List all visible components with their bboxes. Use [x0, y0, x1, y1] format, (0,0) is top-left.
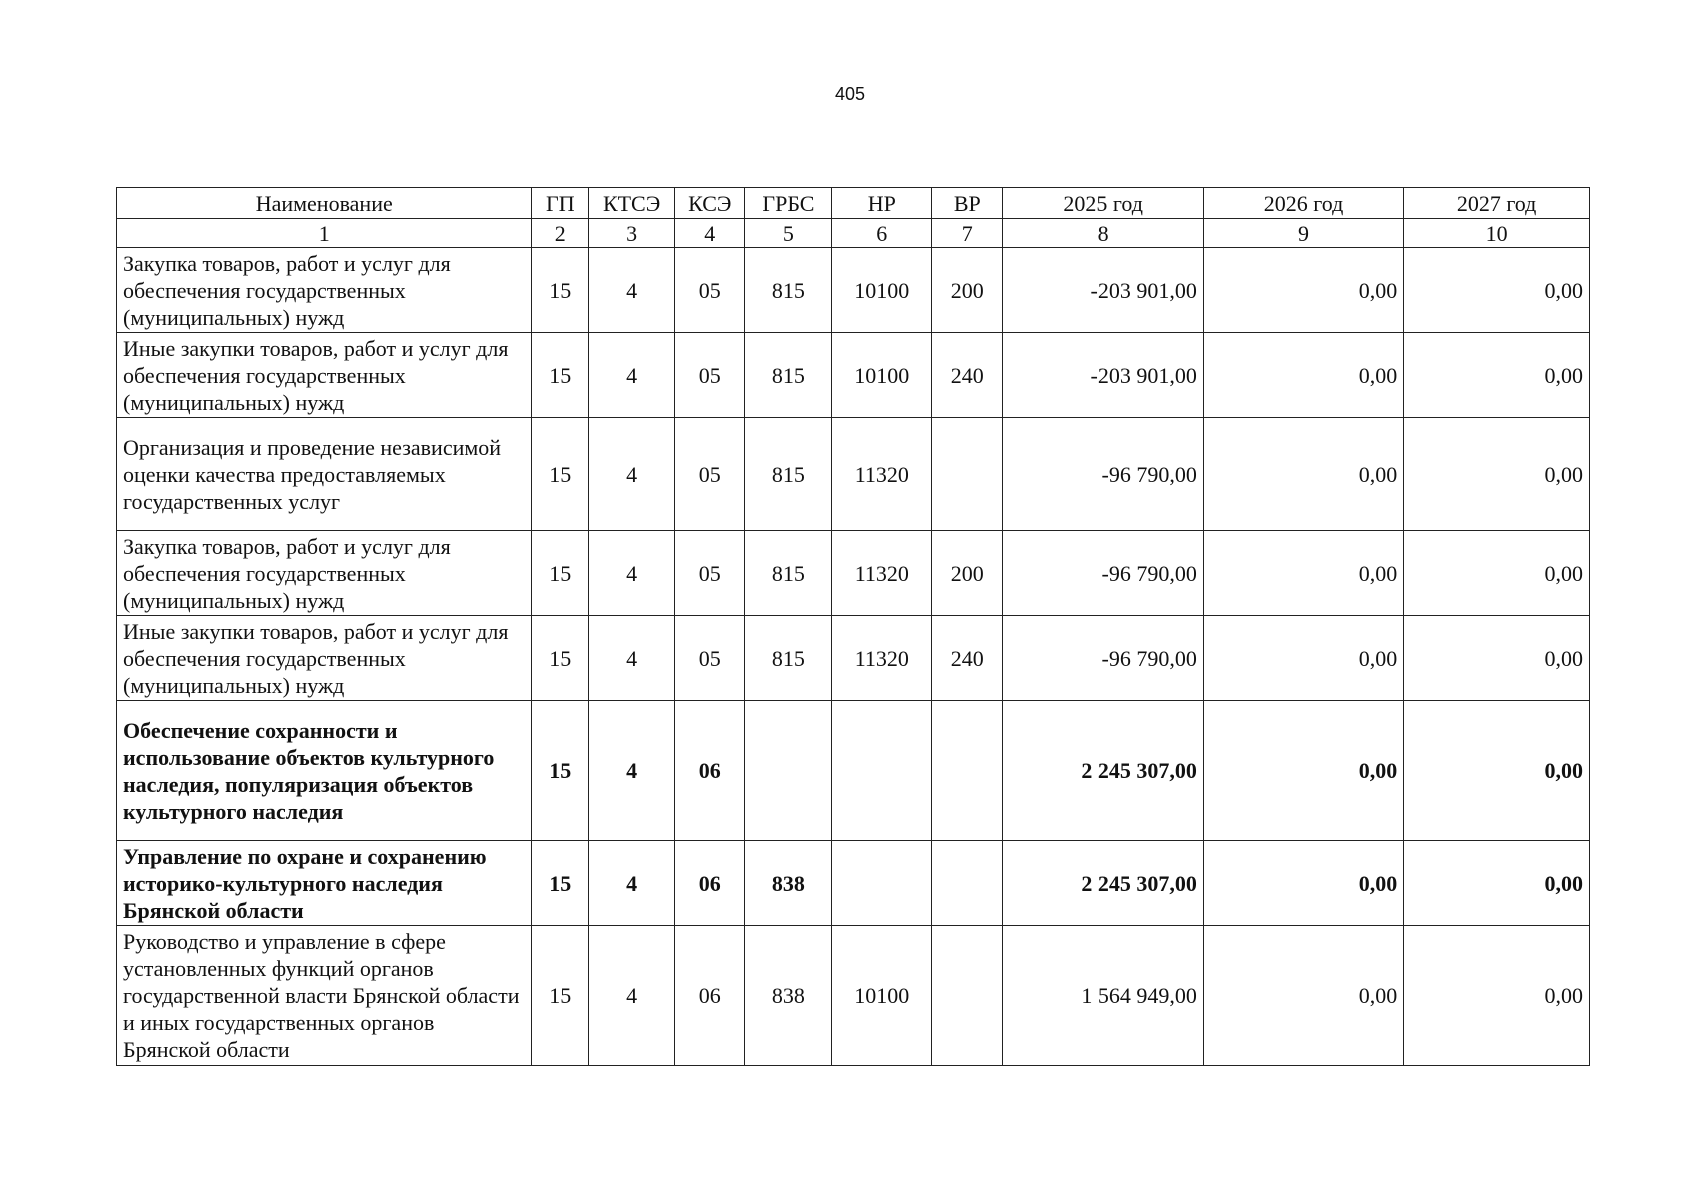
row-grbs: 815	[745, 531, 832, 616]
row-gp: 15	[532, 333, 589, 418]
row-2025: -96 790,00	[1003, 616, 1203, 701]
header-2025: 2025 год	[1003, 188, 1203, 219]
row-nr: 11320	[832, 531, 932, 616]
row-2025: 1 564 949,00	[1003, 926, 1203, 1066]
row-gp: 15	[532, 926, 589, 1066]
header-vr: ВР	[932, 188, 1003, 219]
row-2025: -96 790,00	[1003, 531, 1203, 616]
row-kse: 05	[675, 616, 745, 701]
row-name: Управление по охране и сохранению историко-культурного наследия Брянской области	[117, 841, 532, 926]
row-vr	[932, 926, 1003, 1066]
row-grbs: 815	[745, 333, 832, 418]
row-2027: 0,00	[1404, 616, 1590, 701]
row-ktse: 4	[589, 701, 675, 841]
row-vr: 240	[932, 333, 1003, 418]
row-2026: 0,00	[1203, 616, 1403, 701]
column-number: 9	[1203, 219, 1403, 248]
row-kse: 05	[675, 418, 745, 531]
row-2026: 0,00	[1203, 841, 1403, 926]
row-2026: 0,00	[1203, 926, 1403, 1066]
row-gp: 15	[532, 531, 589, 616]
row-vr	[932, 701, 1003, 841]
row-nr: 11320	[832, 418, 932, 531]
row-2025: -203 901,00	[1003, 333, 1203, 418]
row-name: Иные закупки товаров, работ и услуг для обеспечения государственных (муниципальных) нужд	[117, 333, 532, 418]
row-vr: 200	[932, 248, 1003, 333]
row-kse: 05	[675, 531, 745, 616]
row-kse: 05	[675, 333, 745, 418]
column-number: 3	[589, 219, 675, 248]
header-name: Наименование	[117, 188, 532, 219]
row-name: Обеспечение сохранности и использование объектов культурного наследия, популяризация объектов культурного наследия	[117, 701, 532, 841]
row-ktse: 4	[589, 333, 675, 418]
row-2026: 0,00	[1203, 333, 1403, 418]
row-vr	[932, 418, 1003, 531]
row-grbs: 815	[745, 616, 832, 701]
row-nr: 10100	[832, 926, 932, 1066]
table-row	[117, 531, 1590, 616]
row-ktse: 4	[589, 418, 675, 531]
row-2026: 0,00	[1203, 701, 1403, 841]
row-2027: 0,00	[1404, 531, 1590, 616]
column-number: 1	[117, 219, 532, 248]
row-grbs: 815	[745, 248, 832, 333]
column-number: 7	[932, 219, 1003, 248]
table-row	[117, 841, 1590, 926]
row-nr: 10100	[832, 333, 932, 418]
row-kse: 06	[675, 926, 745, 1066]
row-2025: 2 245 307,00	[1003, 701, 1203, 841]
table-row	[117, 926, 1590, 1066]
table-row	[117, 701, 1590, 841]
row-kse: 05	[675, 248, 745, 333]
row-2027: 0,00	[1404, 926, 1590, 1066]
row-gp: 15	[532, 701, 589, 841]
row-name: Закупка товаров, работ и услуг для обеспечения государственных (муниципальных) нужд	[117, 531, 532, 616]
header-2026: 2026 год	[1203, 188, 1403, 219]
header-gp: ГП	[532, 188, 589, 219]
row-2025: -96 790,00	[1003, 418, 1203, 531]
row-grbs: 838	[745, 841, 832, 926]
row-ktse: 4	[589, 531, 675, 616]
row-2027: 0,00	[1404, 701, 1590, 841]
column-number: 8	[1003, 219, 1203, 248]
row-2027: 0,00	[1404, 248, 1590, 333]
row-grbs: 838	[745, 926, 832, 1066]
row-name: Организация и проведение независимой оценки качества предоставляемых государственных услуг	[117, 418, 532, 531]
row-gp: 15	[532, 616, 589, 701]
row-gp: 15	[532, 418, 589, 531]
header-row	[117, 188, 1590, 219]
row-vr: 200	[932, 531, 1003, 616]
row-2026: 0,00	[1203, 418, 1403, 531]
row-vr	[932, 841, 1003, 926]
table-row	[117, 248, 1590, 333]
row-grbs	[745, 701, 832, 841]
table-row	[117, 616, 1590, 701]
row-kse: 06	[675, 841, 745, 926]
row-2027: 0,00	[1404, 841, 1590, 926]
column-number: 5	[745, 219, 832, 248]
header-ktse: КТСЭ	[589, 188, 675, 219]
row-2025: -203 901,00	[1003, 248, 1203, 333]
column-number: 10	[1404, 219, 1590, 248]
row-2025: 2 245 307,00	[1003, 841, 1203, 926]
row-2027: 0,00	[1404, 333, 1590, 418]
column-number: 2	[532, 219, 589, 248]
row-gp: 15	[532, 841, 589, 926]
row-2027: 0,00	[1404, 418, 1590, 531]
row-nr: 10100	[832, 248, 932, 333]
row-kse: 06	[675, 701, 745, 841]
row-name: Руководство и управление в сфере установленных функций органов государственной власти Брянской области и иных государственных органов Брянской области	[117, 926, 532, 1066]
row-nr	[832, 841, 932, 926]
header-nr: НР	[832, 188, 932, 219]
row-2026: 0,00	[1203, 248, 1403, 333]
row-ktse: 4	[589, 616, 675, 701]
row-grbs: 815	[745, 418, 832, 531]
table-row	[117, 418, 1590, 531]
table-row	[117, 333, 1590, 418]
header-kse: КСЭ	[675, 188, 745, 219]
header-2027: 2027 год	[1404, 188, 1590, 219]
row-ktse: 4	[589, 841, 675, 926]
row-nr	[832, 701, 932, 841]
row-name: Закупка товаров, работ и услуг для обеспечения государственных (муниципальных) нужд	[117, 248, 532, 333]
page-number: 405	[834, 84, 866, 104]
budget-table	[116, 187, 1590, 1066]
column-number: 6	[832, 219, 932, 248]
row-vr: 240	[932, 616, 1003, 701]
row-gp: 15	[532, 248, 589, 333]
row-nr: 11320	[832, 616, 932, 701]
row-ktse: 4	[589, 248, 675, 333]
row-2026: 0,00	[1203, 531, 1403, 616]
column-number: 4	[675, 219, 745, 248]
row-name: Иные закупки товаров, работ и услуг для обеспечения государственных (муниципальных) нужд	[117, 616, 532, 701]
header-grbs: ГРБС	[745, 188, 832, 219]
column-number-row	[117, 219, 1590, 248]
row-ktse: 4	[589, 926, 675, 1066]
